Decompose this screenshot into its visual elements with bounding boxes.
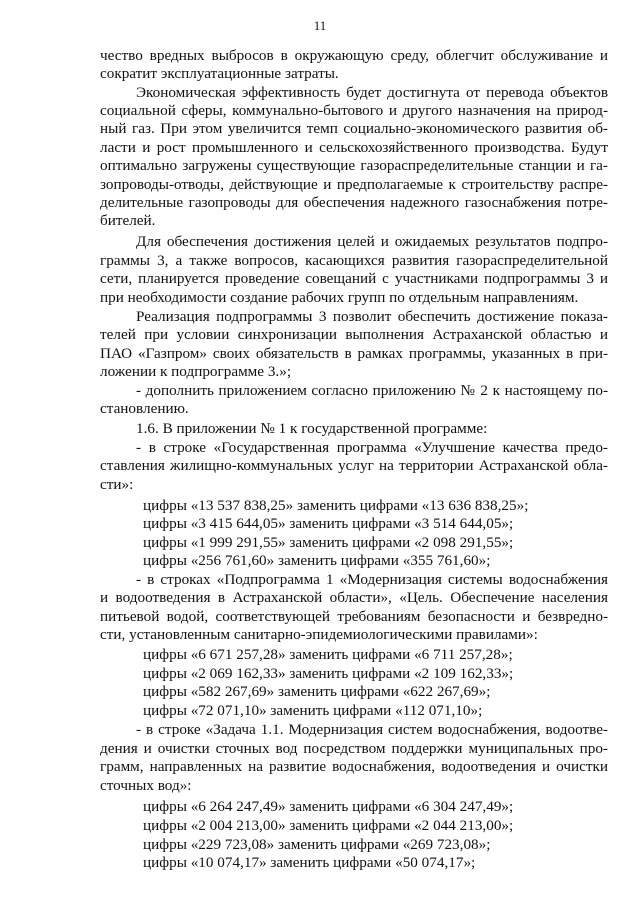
text-line: сократит эксплуатационные затраты. xyxy=(100,65,339,82)
text-line: делительные газопроводы для обеспечения надежного газоснабжения потре- xyxy=(100,194,608,211)
text-line: становлению. xyxy=(100,400,189,417)
text-line: ложении к подпрограмме 3.»; xyxy=(100,363,292,380)
paragraph-first-line: - дополнить приложением согласно приложению № 2 к настоящему по- xyxy=(136,382,608,399)
text-line: сти»: xyxy=(100,476,134,493)
text-line: и водоотведения в Астраханской области», «Цель. Обеспечение населения xyxy=(100,589,608,606)
paragraph-first-line: - в строке «Государственная программа «Улучшение качества предо- xyxy=(136,439,608,456)
text-line: ставления жилищно-коммунальных услуг на территории Астраханской обла- xyxy=(100,457,608,474)
text-line: телей при условии синхронизации выполнения Астраханской областью и xyxy=(100,326,608,343)
text-line: ный газ. При этом увеличится темп социально-экономического развития об- xyxy=(100,120,608,137)
text-line: сети, планируется проведение совещаний с участниками подпрограммы 3 и xyxy=(100,270,608,287)
paragraph-first-line: Реализация подпрограммы 3 позволит обеспечить достижение показа- xyxy=(136,308,608,325)
text-line: граммы 3, а также вопросов, касающихся развития газораспределительной xyxy=(100,252,608,269)
text-line: зопроводы-отводы, действующие и предполагаемые к строительству распре- xyxy=(100,176,608,193)
text-line: ласти и рост промышленного и сельскохозяйственного производства. Будут xyxy=(100,139,608,156)
replacement-line: цифры «13 537 838,25» заменить цифрами «13 636 838,25»; xyxy=(143,497,529,514)
text-line: оптимально загружены существующие газораспределительные станции и га- xyxy=(100,157,608,174)
text-line: социальной сферы, коммунально-бытового и другого назначения на природ- xyxy=(100,102,608,119)
section-heading-line: 1.6. В приложении № 1 к государственной программе: xyxy=(136,420,488,437)
text-line: чество вредных выбросов в окружающую среду, облегчит обслуживание и xyxy=(100,47,608,64)
replacement-line: цифры «256 761,60» заменить цифрами «355 761,60»; xyxy=(143,552,491,569)
replacement-line: цифры «6 671 257,28» заменить цифрами «6 711 257,28»; xyxy=(143,646,513,663)
replacement-line: цифры «2 069 162,33» заменить цифрами «2 109 162,33»; xyxy=(143,665,514,682)
page-number: 11 xyxy=(313,18,327,33)
text-line: при необходимости создание рабочих групп по отдельным направлениям. xyxy=(100,289,579,306)
text-line: дения и очистки сточных вод посредством поддержки муниципальных про- xyxy=(100,740,608,757)
replacement-line: цифры «3 415 644,05» заменить цифрами «3 514 644,05»; xyxy=(143,515,514,532)
paragraph-first-line: Для обеспечения достижения целей и ожидаемых результатов подпро- xyxy=(136,233,608,250)
replacement-line: цифры «72 071,10» заменить цифрами «112 071,10»; xyxy=(143,702,483,719)
replacement-line: цифры «582 267,69» заменить цифрами «622 267,69»; xyxy=(143,683,491,700)
text-line: сточных вод»: xyxy=(100,777,192,794)
text-line: ПАО «Газпром» своих обязательств в рамках программы, указанных в при- xyxy=(100,345,608,362)
text-line: питьевой водой, соответствующей требованиям безопасности и безвредно- xyxy=(100,608,608,625)
replacement-line: цифры «2 004 213,00» заменить цифрами «2 044 213,00»; xyxy=(143,817,514,834)
replacement-line: цифры «6 264 247,49» заменить цифрами «6 304 247,49»; xyxy=(143,798,514,815)
paragraph-first-line: Экономическая эффективность будет достигнута от перевода объектов xyxy=(136,84,608,101)
replacement-line: цифры «10 074,17» заменить цифрами «50 074,17»; xyxy=(143,854,476,871)
text-line: сти, установленным санитарно-эпидемиологическими правилами»: xyxy=(100,626,538,643)
text-line: грамм, направленных на развитие водоснабжения, водоотведения и очистки xyxy=(100,758,608,775)
replacement-line: цифры «1 999 291,55» заменить цифрами «2 098 291,55»; xyxy=(143,534,514,551)
replacement-line: цифры «229 723,08» заменить цифрами «269 723,08»; xyxy=(143,836,491,853)
text-line: бителей. xyxy=(100,212,156,229)
paragraph-first-line: - в строках «Подпрограмма 1 «Модернизация системы водоснабжения xyxy=(136,571,608,588)
paragraph-first-line: - в строке «Задача 1.1. Модернизация систем водоснабжения, водоотве- xyxy=(136,721,608,738)
